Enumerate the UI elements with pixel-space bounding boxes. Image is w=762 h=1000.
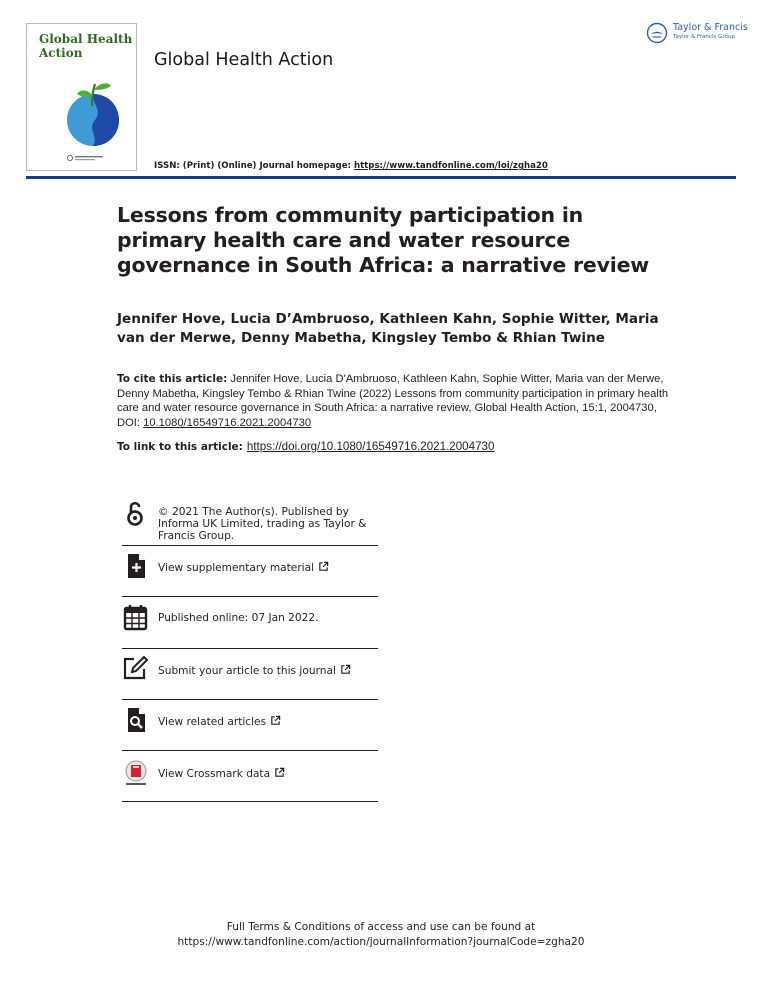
author-list: Jennifer Hove, Lucia D’Ambruoso, Kathleen Kahn, Sophie Witter, Maria van der Merwe, Denny Mabetha, Kingsley Tembo & Rhian Twine xyxy=(117,311,659,346)
published-date: Published online: 07 Jan 2022. xyxy=(158,612,319,624)
divider xyxy=(122,750,378,751)
supplementary-label[interactable]: View supplementary material xyxy=(158,562,315,574)
header-rule xyxy=(26,176,736,179)
link-label: To link to this article: xyxy=(117,441,243,453)
taylor-francis-icon xyxy=(646,22,668,44)
footer-terms: Full Terms & Conditions of access and use can be found at xyxy=(226,921,536,933)
calendar-icon xyxy=(122,604,150,632)
external-link-icon[interactable] xyxy=(318,561,329,572)
submit-label[interactable]: Submit your article to this journal xyxy=(158,665,336,677)
citation-block xyxy=(117,372,677,430)
crossmark-icon xyxy=(122,759,150,787)
footer-terms-link[interactable]: https://www.tandfonline.com/action/journalInformation?journalCode=zgha20 xyxy=(177,936,585,948)
cite-text: Jennifer Hove, Lucia D'Ambruoso, Kathleen Kahn, Sophie Witter, Maria van der Merwe, Denny Mabetha, Kingsley Tembo & Rhian Twine (2022) Lessons from community participation in primary health care and water resource governance in South Africa: a narrative review, Global Health Action, 15:1, 2004730, DOI: xyxy=(117,373,669,429)
publisher-group: Taylor & Francis Group xyxy=(673,34,735,40)
footer xyxy=(0,920,762,950)
article-link-line xyxy=(117,440,697,453)
cover-title: Global Health Action xyxy=(39,32,133,60)
publisher-name: Taylor & Francis xyxy=(673,22,748,33)
publisher-mini-logo xyxy=(67,154,107,162)
external-link-icon[interactable] xyxy=(274,767,285,778)
external-link-icon[interactable] xyxy=(340,664,351,675)
divider xyxy=(122,648,378,649)
article-title: Lessons from community participation in primary health care and water resource governance in South Africa: a narrative review xyxy=(117,203,650,277)
article-doi-link[interactable]: https://doi.org/10.1080/16549716.2021.2004730 xyxy=(246,440,495,453)
divider xyxy=(122,801,378,802)
journal-title[interactable]: Global Health Action xyxy=(154,50,334,70)
related-label[interactable]: View related articles xyxy=(158,716,267,728)
journal-cover[interactable] xyxy=(26,23,137,171)
license-text: © 2021 The Author(s). Published by Informa UK Limited, trading as Taylor & Francis Group. xyxy=(158,506,367,542)
divider xyxy=(122,596,378,597)
cite-doi-link[interactable]: 10.1080/16549716.2021.2004730 xyxy=(143,416,312,429)
crossmark-label[interactable]: View Crossmark data xyxy=(158,768,271,780)
file-search-icon xyxy=(122,707,150,735)
taylor-francis-logo[interactable] xyxy=(646,22,748,44)
cite-label: To cite this article: xyxy=(117,373,228,385)
edit-icon xyxy=(122,655,150,683)
journal-homepage-link[interactable]: https://www.tandfonline.com/loi/zgha20 xyxy=(353,161,548,171)
divider xyxy=(122,699,378,700)
globe-sprout-icon xyxy=(65,76,121,148)
issn-line xyxy=(154,161,548,171)
file-plus-icon xyxy=(122,553,150,581)
divider xyxy=(122,545,378,546)
external-link-icon[interactable] xyxy=(270,715,281,726)
issn-label: ISSN: (Print) (Online) Journal homepage: xyxy=(154,161,354,171)
open-access-icon xyxy=(122,500,150,528)
